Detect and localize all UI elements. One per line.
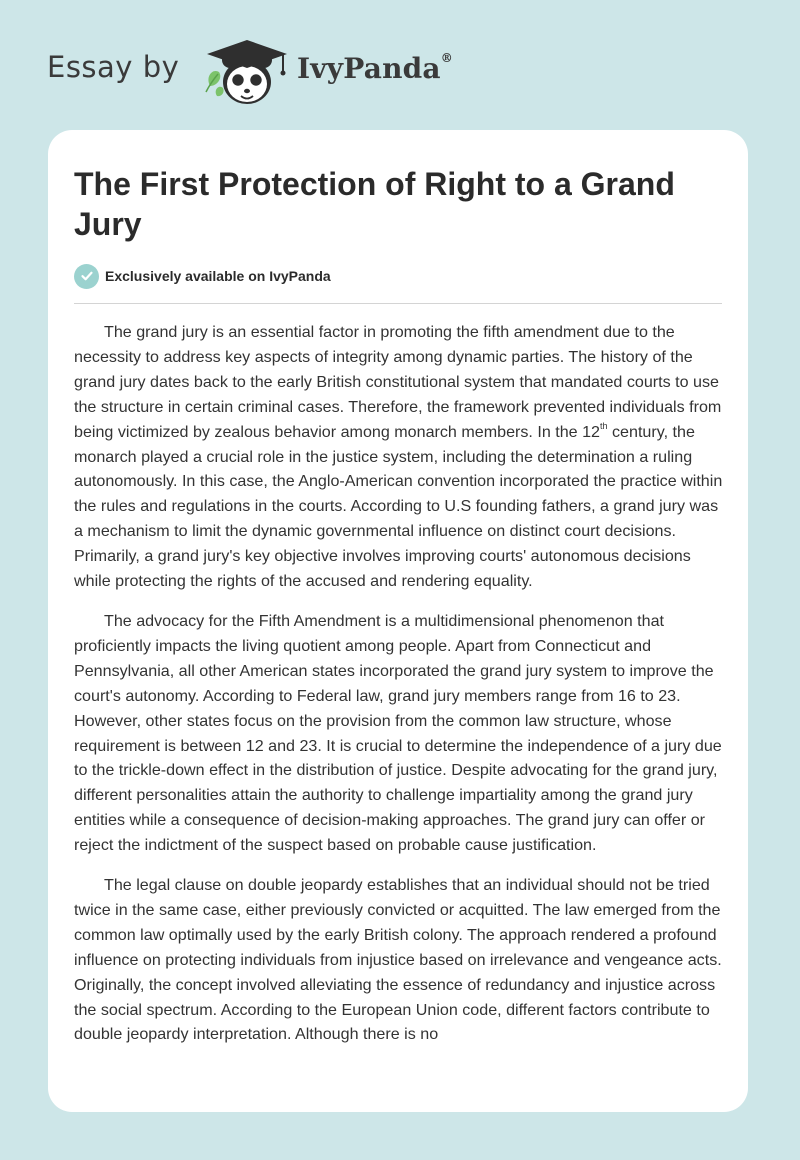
paragraph-2: The advocacy for the Fifth Amendment is a multidimensional phenomenon that proficiently impacts the living quotient among people. Apart from Connecticut and Pennsylvania, all other American states incorporated the grand jury system to improve the court's autonomy. According to Federal law, grand jury members range from 16 to 23. However, other states focus on the provision from the common law structure, whose requirement is between 12 and 23. It is crucial to determine the independence of a jury due to the trickle-down effect in the distribution of justice. Despite advocating for the grand jury, different personalities attain the authority to challenge impartiality among the grand jury entities while a consequence of decision-making approaches. The grand jury can offer or reject the indictment of the suspect based on probable cause justification. [74,611,722,855]
brand-name[interactable]: IvyPanda® [297,50,453,85]
paragraph-1-text-b: century, the monarch played a crucial role in the justice system, including the determination a ruling autonomously. In this case, the Anglo-American convention incorporated the practice within the rules and regulations in the courts. According to U.S founding fathers, a grand jury was a mechanism to limit the dynamic governmental influence on distinct court decisions. Primarily, a grand jury's key objective involves improving courts' autonomous decisions while protecting the rights of the accused and rendering equality. [74,422,723,591]
exclusive-badge [74,263,331,289]
title-divider [74,303,722,304]
paragraph-1 [74,320,724,594]
paragraph-3: The legal clause on double jeopardy establishes that an individual should not be tried twice in the same case, either previously convicted or acquitted. The law emerged from the common law optimally used by the early British colony. The approach rendered a profound influence on protecting individuals from injustice based on irrelevance and vengeance acts. Originally, the concept involved alleviating the essence of redundancy and injustice across the social spectrum. According to the European Union code, different factors contribute to double jeopardy interpretation. Although there is no [74,876,722,1044]
ordinal-suffix: th [600,421,608,432]
site-header [0,0,800,130]
essay-card [48,130,748,1112]
panda-graduate-icon[interactable] [203,38,293,108]
essay-body [74,320,724,1072]
trademark-symbol: ® [440,50,453,65]
paragraph-1-text-a: The grand jury is an essential factor in promoting the fifth amendment due to the necessity to address key aspects of integrity among dynamic parties. The history of the grand jury dates back to the early British constitutional system that mandated courts to use the structure in certain criminal cases. Therefore, the framework prevented individuals from being victimized by zealous behavior among monarch members. In the 12 [74,323,722,441]
badge-label: Exclusively available on IvyPanda [105,268,331,284]
check-circle-icon [74,264,99,289]
essay-by-label: Essay by [47,50,180,84]
essay-title: The First Protection of Right to a Grand Jury [74,166,675,242]
